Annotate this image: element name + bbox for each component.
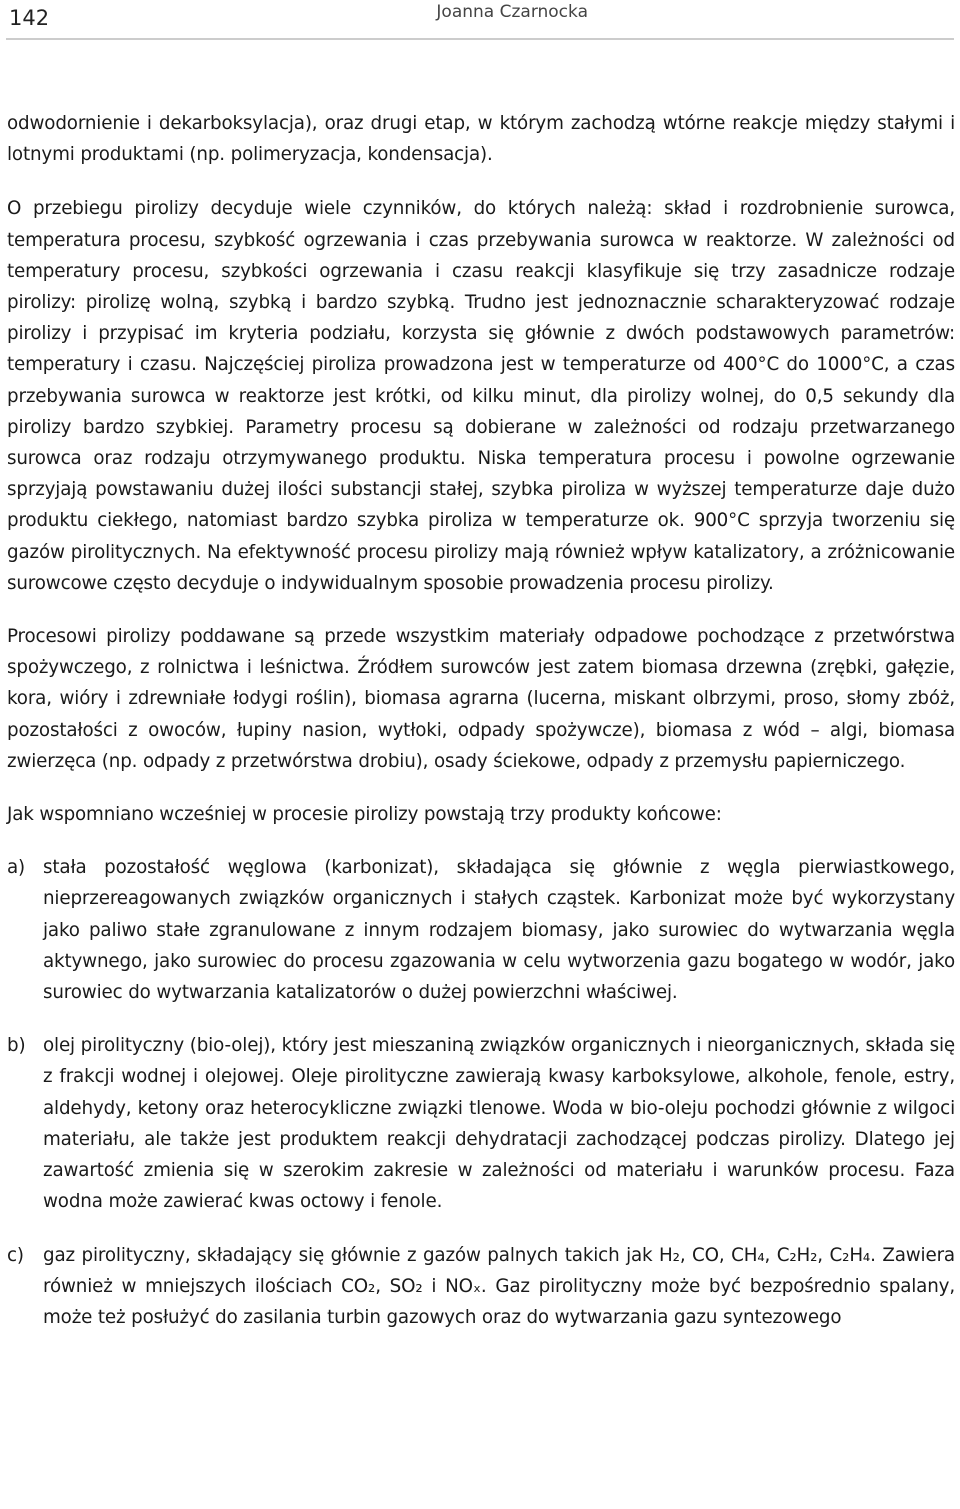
list-text-c: gaz pirolityczny, składający się głównie z gazów palnych takich jak H₂, CO, CH₄, C₂H₂, C₂H₄. Zawiera również w mniejszych ilościach CO₂, SO₂ i NOₓ. Gaz pirolityczny może być bezpośrednio spalany, może też posłużyć do zasilania turbin gazowych oraz do wytwarzania gazu syntezowego bbox=[43, 1244, 955, 1328]
list-item-a bbox=[7, 852, 955, 1008]
list-item-c bbox=[7, 1240, 955, 1334]
paragraph-products-intro: Jak wspomniano wcześniej w procesie pirolizy powstają trzy produkty końcowe: bbox=[7, 804, 722, 826]
paragraph-feedstock: Procesowi pirolizy poddawane są przede wszystkim materiały odpadowe pochodzące z przetwórstwa spożywczego, z rolnictwa i leśnictwa. Źródłem surowców jest zatem biomasa drzewna (zrębki, gałęzie, kora, wióry i zdrewniałe łodygi roślin), biomasa agrarna (lucerna, miskant olbrzymi, proso, słomy zbóż, pozostałości z owoców, łupiny nasion, wytłoki, odpady spożywcze), biomasa z wód – algi, biomasa zwierzęca (np. odpady z przetwórstwa drobiu), osady ściekowe, odpady z przemysłu papierniczego. bbox=[7, 626, 955, 772]
list-text-a: stała pozostałość węglowa (karbonizat), składająca się głównie z węgla pierwiastkowego, nieprzereagowanych związków organicznych i stałych cząstek. Karbonizat może być wykorzystany jako paliwo stałe zgranulowane z innym rodzajem biomasy, jako surowiec do wytwarzania węgla aktywnego, jako surowiec do procesu zgazowania w celu wytworzenia gazu bogatego w wodór, jako surowiec do wytwarzania katalizatorów o dużej powierzchni właściwej. bbox=[43, 857, 955, 1004]
list-label-c: c) bbox=[7, 1244, 24, 1266]
header-rule bbox=[6, 38, 954, 40]
page-number: 142 bbox=[9, 6, 50, 30]
paragraph-pyrolysis-factors: O przebiegu pirolizy decyduje wiele czynników, do których należą: skład i rozdrobnienie surowca, temperatura procesu, szybkość ogrzewania i czas przebywania surowca w reaktorze. W zależności od temperatury procesu, szybkości ogrzewania i czasu reakcji klasyfikuje się trzy zasadnicze rodzaje pirolizy: pirolizę wolną, szybką i bardzo szybką. Trudno jest jednoznacznie scharakteryzować rodzaje pirolizy i przypisać im kryteria podziału, korzysta się głównie z dwóch podstawowych parametrów: temperatury i czasu. Najczęściej piroliza prowadzona jest w temperaturze od 400°C do 1000°C, a czas przebywania surowca w reaktorze jest krótki, od kilku minut, dla pirolizy wolnej, do 0,5 sekundy dla pirolizy bardzo szybkiej. Parametry procesu są dobierane w zależności od rodzaju przetwarzanego surowca oraz rodzaju otrzymywanego produktu. Niska temperatura procesu i powolne ogrzewanie sprzyjają powstawaniu dużej ilości substancji stałej, szybka piroliza w wyższej temperaturze daje dużo produktu ciekłego, natomiast bardzo szybka piroliza w temperaturze ok. 900°C sprzyja tworzeniu się gazów pirolitycznych. Na efektywność procesu pirolizy mają również wpływ katalizatory, a zróżnicowanie surowcowe często decyduje o indywidualnym sposobie prowadzenia procesu pirolizy. bbox=[7, 198, 955, 594]
main-text bbox=[7, 108, 955, 1333]
page-header bbox=[0, 0, 960, 40]
paragraph-continuation: odwodornienie i dekarboksylacja), oraz drugi etap, w którym zachodzą wtórne reakcje między stałymi i lotnymi produktami (np. polimeryzacja, kondensacja). bbox=[7, 113, 955, 166]
list-label-b: b) bbox=[7, 1035, 26, 1057]
running-head-author: Joanna Czarnocka bbox=[436, 2, 588, 22]
list-item-b bbox=[7, 1030, 955, 1217]
list-label-a: a) bbox=[7, 857, 26, 879]
list-text-b: olej pirolityczny (bio-olej), który jest mieszaniną związków organicznych i nieorganicznych, składa się z frakcji wodnej i olejowej. Oleje pirolityczne zawierają kwasy karboksylowe, alkohole, fenole, estry, aldehydy, ketony oraz heterocykliczne związki tlenowe. Woda w bio-oleju pochodzi głównie z wilgoci materiału, ale także jest produktem reakcji dehydratacji zachodzącej podczas pirolizy. Dlatego jej zawartość zmienia się w szerokim zakresie w zależności od materiału i warunków procesu. Faza wodna może zawierać kwas octowy i fenole. bbox=[43, 1035, 955, 1213]
